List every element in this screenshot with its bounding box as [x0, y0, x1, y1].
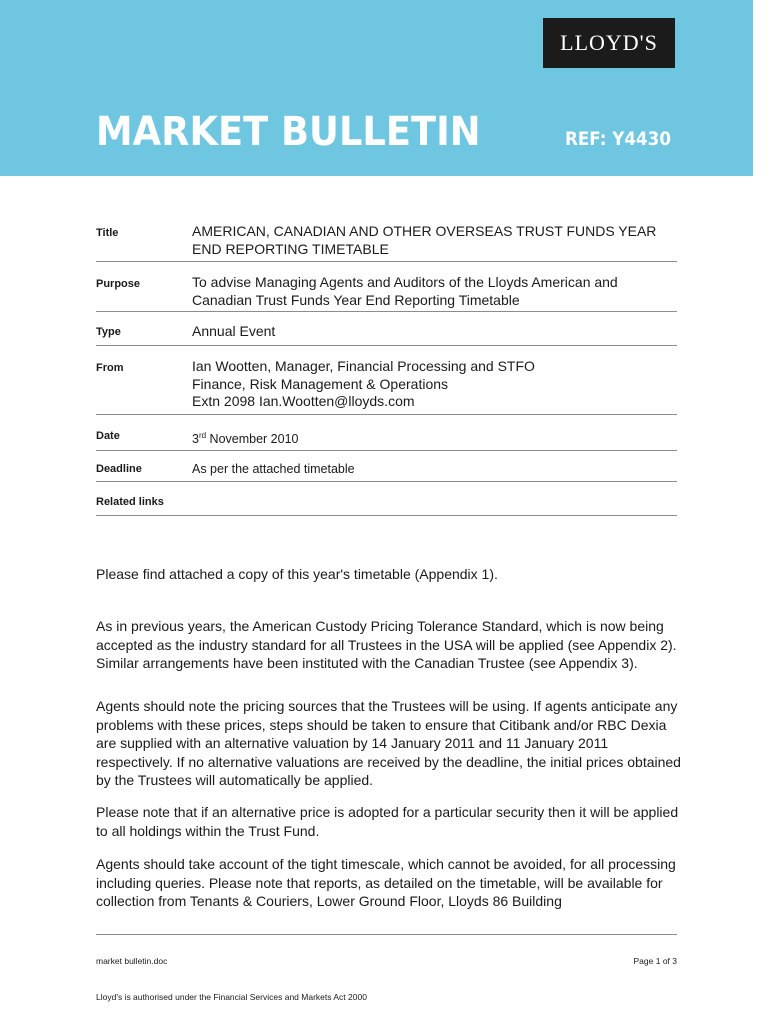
body-paragraph-5: [96, 855, 681, 911]
meta-label-purpose: Purpose: [96, 278, 141, 290]
meta-value-deadline: As per the attached timetable: [192, 462, 355, 476]
meta-value-from: [192, 358, 535, 414]
meta-row-title: [96, 215, 677, 262]
body-paragraph-4: [96, 803, 681, 840]
footer-page-number: Page 1 of 3: [633, 956, 677, 966]
date-rest: November 2010: [206, 432, 299, 447]
meta-value-type: Annual Event: [192, 323, 276, 339]
body-paragraph-1: [96, 565, 681, 584]
meta-label-from: From: [96, 362, 124, 374]
meta-row-date: [96, 415, 677, 451]
purpose-line-1: To advise Managing Agents and Auditors of the Lloyds American and: [192, 274, 618, 290]
bulletin-meta-table: [96, 215, 677, 516]
meta-row-related: [96, 482, 677, 516]
paragraph-text: Please find attached a copy of this year's timetable (Appendix 1).: [96, 566, 498, 582]
date-day: 3: [192, 432, 199, 447]
from-line-2: Finance, Risk Management & Operations: [192, 375, 449, 392]
header-banner: [0, 0, 753, 176]
meta-row-deadline: [96, 451, 677, 482]
meta-value-purpose: [192, 274, 618, 311]
footer-divider: [96, 934, 677, 935]
meta-label-related: Related links: [96, 496, 164, 508]
date-suffix: rd: [198, 431, 207, 440]
paragraph-text: Agents should take account of the tight timescale, which cannot be avoided, for all processing including queries. Please note that reports, as detailed on the timetable, will be available for collection from Tenants & Couriers, Lower Ground Floor, Lloyds 86 Building: [96, 856, 676, 909]
paragraph-text: Please note that if an alternative price is adopted for a particular security then it will be applied to all holdings within the Trust Fund.: [96, 804, 679, 839]
bulletin-ref: REF: Y4430: [565, 128, 671, 150]
meta-label-type: Type: [96, 326, 121, 338]
from-line-1: Ian Wootten, Manager, Financial Processing and STFO: [192, 358, 535, 374]
meta-value-title: [192, 223, 656, 261]
purpose-line-2: Canadian Trust Funds Year End Reporting Timetable: [192, 291, 520, 308]
meta-value-date: [192, 427, 299, 450]
meta-row-purpose: [96, 262, 677, 312]
meta-row-from: [96, 346, 677, 415]
from-line-3: Extn 2098 Ian.Wootten@lloyds.com: [192, 393, 415, 409]
meta-row-type: [96, 312, 677, 346]
body-paragraph-3: [96, 697, 681, 790]
lloyds-logo: LLOYD'S: [543, 18, 675, 68]
title-line-2: END REPORTING TIMETABLE: [192, 240, 389, 257]
paragraph-text: As in previous years, the American Custody Pricing Tolerance Standard, which is now being accepted as the industry standard for all Trustees in the USA will be applied (see Appendix 2). Similar arrangements have been instituted with the Canadian Trustee (see Appendix 3).: [96, 618, 677, 671]
footer-legal-note: Lloyd's is authorised under the Financial Services and Markets Act 2000: [96, 992, 367, 1002]
meta-label-title: Title: [96, 227, 119, 239]
body-paragraph-2: [96, 617, 681, 673]
meta-label-deadline: Deadline: [96, 463, 142, 475]
footer-filename: market bulletin.doc: [96, 956, 168, 966]
paragraph-text: Agents should note the pricing sources that the Trustees will be using. If agents anticipate any problems with these prices, steps should be taken to ensure that Citibank and/or RBC Dexia are supplied with an alternative valuation by 14 January 2011 and 11 January 2011 respectively. If no alternative valuations are received by the deadline, the initial prices obtained by the Trustees will automatically be applied.: [96, 698, 681, 788]
bulletin-title: MARKET BULLETIN: [96, 109, 481, 155]
meta-label-date: Date: [96, 430, 120, 442]
title-line-1: AMERICAN, CANADIAN AND OTHER OVERSEAS TRUST FUNDS YEAR: [192, 223, 657, 239]
